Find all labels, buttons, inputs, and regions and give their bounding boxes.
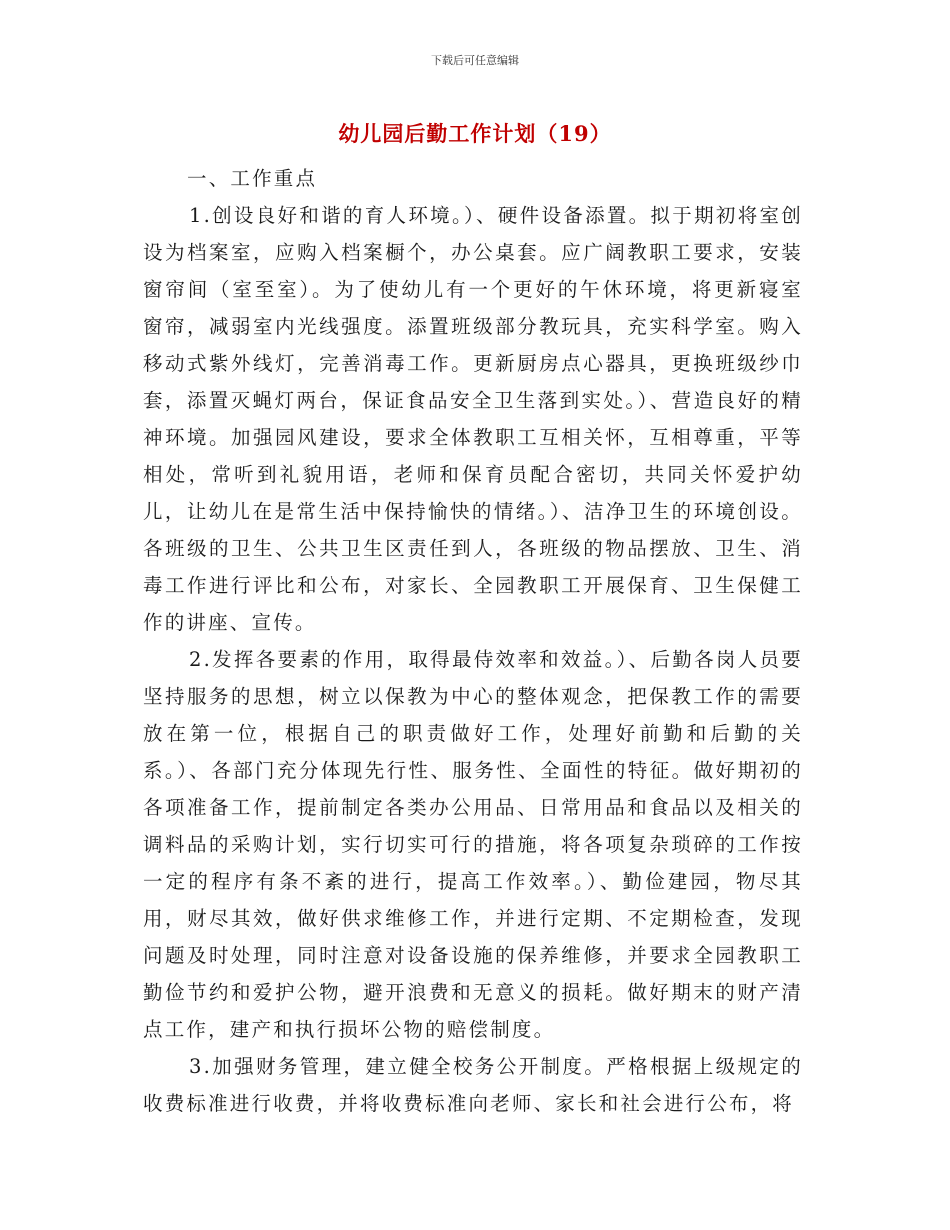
- paragraph-2: 2.发挥各要素的作用，取得最侍效率和效益。）、后勤各岗人员要坚持服务的思想，树立以保教为中心的整体观念，把保教工作的需要放在第一位，根据自己的职责做好工作，处理好前勤和后勤的关系。）、各部门充分体现先行性、服务性、全面性的特征。做好期初的各项准备工作，提前制定各类办公用品、日常用品和食品以及相关的调料品的采购计划，实行切实可行的措施，将各项复杂琐碎的工作按一定的程序有条不紊的进行，提高工作效率。）、勤俭建园，物尽其用，财尽其效，做好供求维修工作，并进行定期、不定期检查，发现问题及时处理，同时注意对设备设施的保养维修，并要求全园教职工勤俭节约和爱护公物，避开浪费和无意义的损耗。做好期末的财产清点工作，建产和执行损坏公物的赔偿制度。: [143, 648, 803, 1041]
- document-body: [143, 160, 803, 1122]
- section-heading: 一、工作重点: [187, 167, 318, 190]
- paragraph-1: 1.创设良好和谐的育人环境。）、硬件设备添置。拟于期初将室创设为档案室，应购入档案橱个，办公桌套。应广阔教职工要求，安装窗帘间（室至室）。为了使幼儿有一个更好的午休环境，将更新寝室窗帘，减弱室内光线强度。添置班级部分教玩具，充实科学室。购入移动式紫外线灯，完善消毒工作。更新厨房点心器具，更换班级纱巾套，添置灭蝇灯两台，保证食品安全卫生落到实处。）、营造良好的精神环境。加强园风建设，要求全体教职工互相关怀，互相尊重，平等相处，常听到礼貌用语，老师和保育员配合密切，共同关怀爱护幼儿，让幼儿在是常生活中保持愉快的情绪。）、洁净卫生的环境创设。各班级的卫生、公共卫生区责任到人，各班级的物品摆放、卫生、消毒工作进行评比和公布，对家长、全园教职工开展保育、卫生保健工作的讲座、宣传。: [143, 204, 803, 634]
- paragraph-3: 3.加强财务管理，建立健全校务公开制度。严格根据上级规定的收费标准进行收费，并将收费标准向老师、家长和社会进行公布，将: [143, 1055, 803, 1115]
- header-note: 下载后可任意编辑: [431, 54, 519, 67]
- document-title: 幼儿园后勤工作计划（19）: [338, 121, 612, 146]
